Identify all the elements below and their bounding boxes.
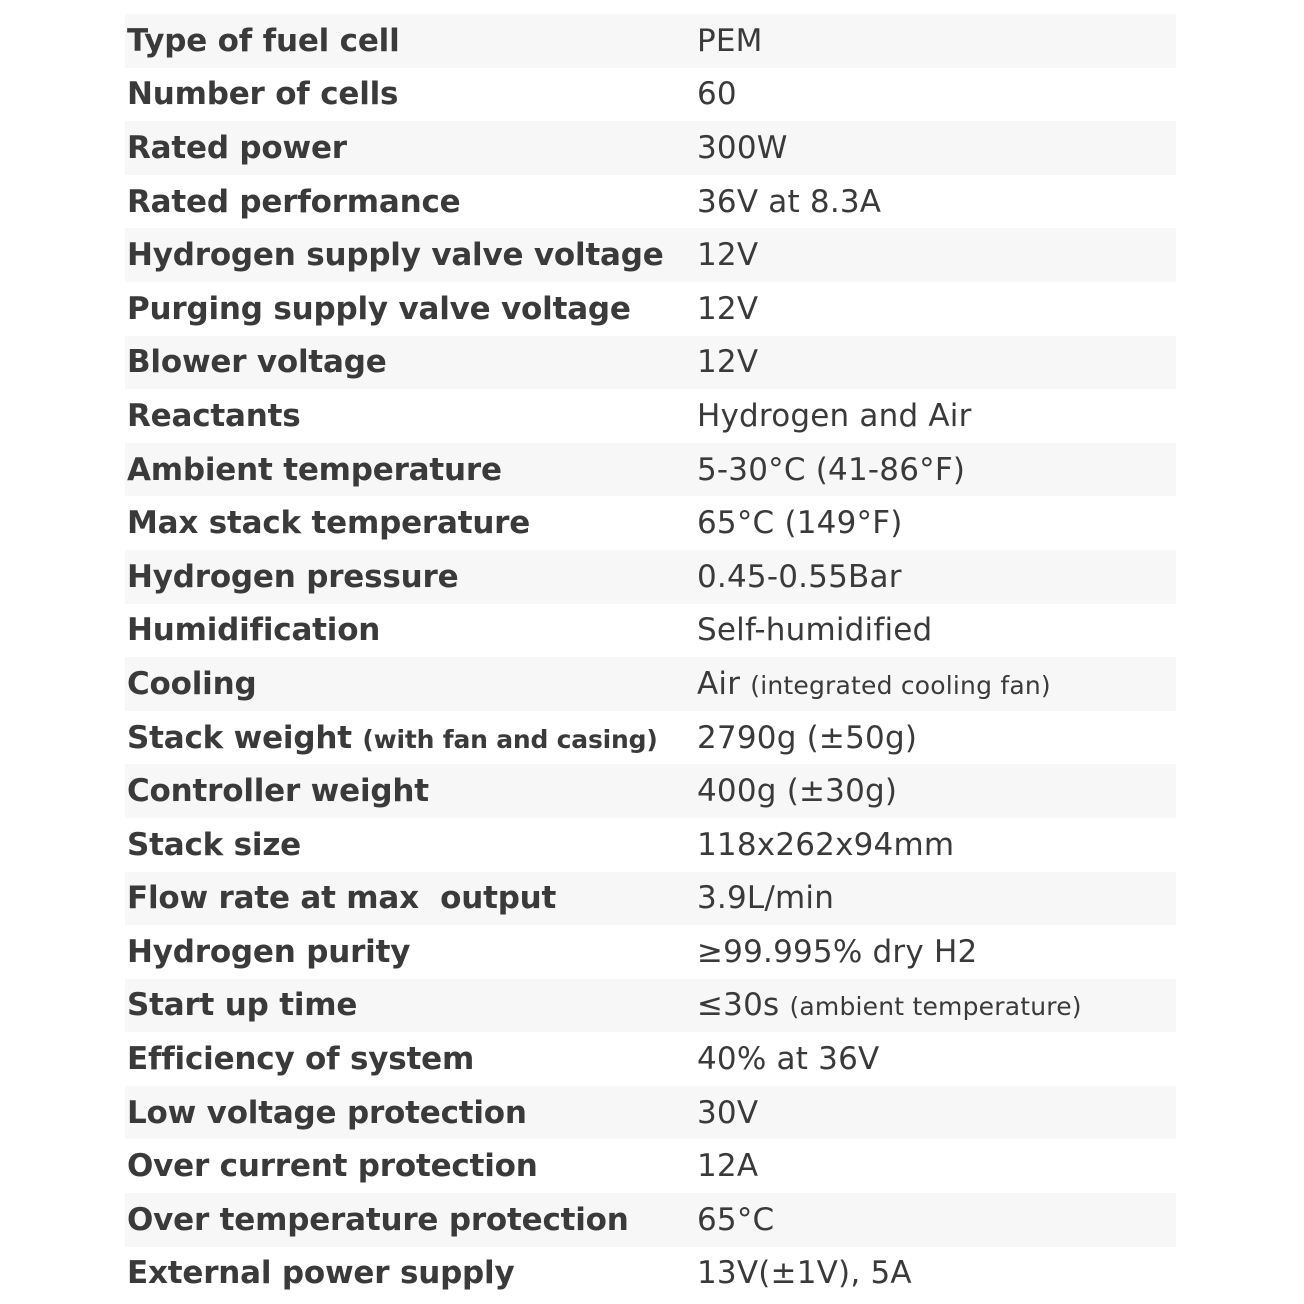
table-row: [125, 336, 1176, 390]
table-row: [125, 1086, 1176, 1140]
spec-label: Over current protection: [127, 1148, 538, 1185]
table-row: [125, 1139, 1176, 1193]
spec-value: 2790g (±50g): [697, 719, 918, 756]
table-row: [125, 443, 1176, 497]
table-row: [125, 228, 1176, 282]
table-row: [125, 1247, 1176, 1301]
table-row: [125, 764, 1176, 818]
spec-value: PEM: [697, 22, 763, 59]
spec-value: 12V: [697, 344, 759, 381]
spec-label: Low voltage protection: [127, 1094, 527, 1131]
spec-value-main: Air: [697, 665, 741, 702]
spec-value-note: (integrated cooling fan): [750, 670, 1051, 700]
spec-label: Number of cells: [127, 76, 399, 113]
table-row: [125, 979, 1176, 1033]
spec-value: 60: [697, 76, 737, 113]
spec-label: Humidification: [127, 612, 381, 649]
spec-value: 5-30°C (41-86°F): [697, 451, 966, 488]
spec-value: 300W: [697, 129, 788, 166]
spec-label: Cooling: [127, 665, 257, 702]
spec-label: Hydrogen pressure: [127, 558, 459, 595]
spec-label: Hydrogen purity: [127, 933, 411, 970]
spec-value: [697, 666, 1176, 702]
table-row: [125, 1032, 1176, 1086]
spec-label: Over temperature protection: [127, 1201, 629, 1238]
spec-label: Type of fuel cell: [127, 22, 400, 59]
spec-label: Ambient temperature: [127, 451, 502, 488]
spec-value: 30V: [697, 1094, 759, 1131]
table-row: [125, 389, 1176, 443]
spec-value: 0.45-0.55Bar: [697, 558, 902, 595]
spec-label: [125, 720, 697, 756]
table-row: [125, 282, 1176, 336]
spec-label: Max stack temperature: [127, 505, 531, 542]
spec-value: Hydrogen and Air: [697, 397, 972, 434]
spec-value: ≥99.995% dry H2: [697, 933, 978, 970]
table-row: [125, 550, 1176, 604]
spec-label: Flow rate at max output: [127, 880, 557, 917]
spec-label: Reactants: [127, 397, 301, 434]
table-row: [125, 711, 1176, 765]
spec-value: 12V: [697, 290, 759, 327]
spec-label: Efficiency of system: [127, 1041, 475, 1078]
spec-value-main: ≤30s: [697, 987, 780, 1024]
spec-value-note: (ambient temperature): [789, 992, 1082, 1022]
spec-label: Hydrogen supply valve voltage: [127, 237, 664, 274]
table-row: [125, 818, 1176, 872]
spec-value: 65°C (149°F): [697, 505, 903, 542]
spec-label: Purging supply valve voltage: [127, 290, 631, 327]
spec-label: Rated power: [127, 129, 347, 166]
spec-label-main: Stack weight: [127, 719, 352, 756]
table-row: [125, 1193, 1176, 1247]
table-row: [125, 68, 1176, 122]
table-row: [125, 657, 1176, 711]
spec-label: Stack size: [127, 826, 301, 863]
spec-value: 3.9L/min: [697, 880, 835, 917]
table-row: [125, 496, 1176, 550]
table-row: [125, 175, 1176, 229]
spec-value: 65°C: [697, 1201, 775, 1238]
spec-label: Controller weight: [127, 773, 429, 810]
spec-value: 40% at 36V: [697, 1041, 880, 1078]
spec-value: 12A: [697, 1148, 759, 1185]
table-row: [125, 14, 1176, 68]
spec-value: 13V(±1V), 5A: [697, 1255, 912, 1292]
spec-value: 118x262x94mm: [697, 826, 955, 863]
spec-label: Start up time: [127, 987, 358, 1024]
spec-value: [697, 987, 1176, 1023]
spec-label: Blower voltage: [127, 344, 387, 381]
spec-value: Self-humidified: [697, 612, 933, 649]
spec-value: 400g (±30g): [697, 773, 898, 810]
spec-label: External power supply: [127, 1255, 515, 1292]
table-row: [125, 872, 1176, 926]
spec-label: Rated performance: [127, 183, 461, 220]
table-row: [125, 604, 1176, 658]
table-row: [125, 925, 1176, 979]
table-row: [125, 121, 1176, 175]
spec-value: 12V: [697, 237, 759, 274]
spec-value: 36V at 8.3A: [697, 183, 882, 220]
spec-table: [125, 14, 1176, 1300]
spec-label-note: (with fan and casing): [362, 724, 658, 754]
